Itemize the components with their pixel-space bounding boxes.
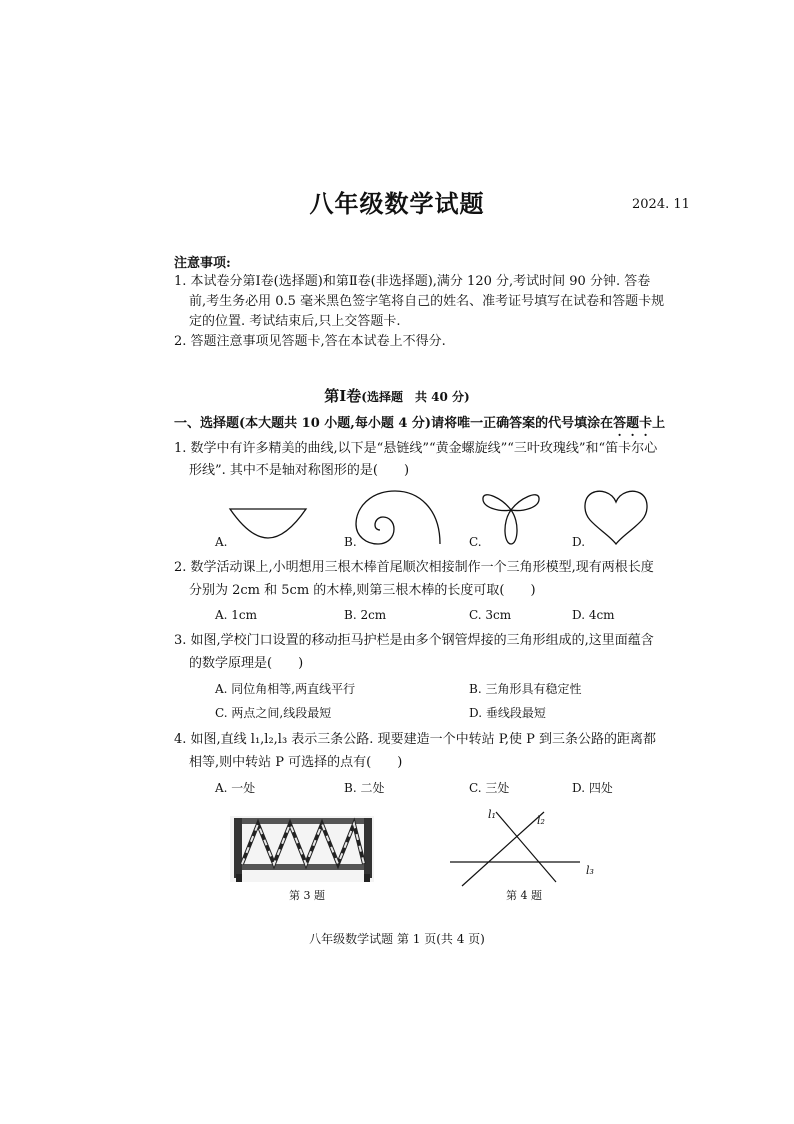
q2-line1: 2. 数学活动课上,小明想用三根木棒首尾顺次相接制作一个三角形模型,现有两根长度: [174, 560, 654, 575]
notes-item2: 2. 答题注意事项见答题卡,答在本试卷上不得分.: [174, 334, 446, 349]
q4-line2: 相等,则中转站 P 可选择的点有( ): [189, 755, 403, 770]
three-leaf-rose-figure: [480, 488, 542, 546]
notes-item1-line2: 前,考生务必用 0.5 毫米黑色签字笔将自己的姓名、准考证号填写在试卷和答题卡规: [189, 294, 665, 309]
q3-option-b[interactable]: B. 三角形具有稳定性: [469, 682, 582, 696]
q4-option-b[interactable]: B. 二处: [344, 781, 385, 795]
emphasis-char: 题: [626, 416, 640, 431]
q1-option-b[interactable]: B.: [344, 535, 357, 549]
q1-line2: 形线”. 其中不是轴对称图形的是( ): [189, 463, 410, 478]
q3-line1: 3. 如图,学校门口设置的移动拒马护栏是由多个钢管焊接的三角形组成的,这里面蕴含: [174, 633, 654, 648]
cardioid-heart-figure: [582, 488, 650, 546]
q3-line2: 的数学原理是( ): [189, 656, 304, 671]
q4-option-a[interactable]: A. 一处: [215, 781, 256, 795]
notes-item1-line3: 定的位置. 考试结束后,只上交答题卡.: [189, 314, 401, 329]
line-l1-label: l₁: [488, 808, 496, 821]
notes-heading: 注意事项:: [174, 256, 231, 271]
q4-option-c[interactable]: C. 三处: [469, 781, 510, 795]
q1-option-d[interactable]: D.: [572, 535, 586, 549]
barrier-photo-figure: [228, 812, 376, 886]
catenary-curve-figure: [228, 505, 308, 541]
emphasis-char: 卡: [639, 416, 653, 431]
three-lines-figure: [448, 808, 598, 888]
part1-instruction: [174, 414, 665, 433]
q2-option-d[interactable]: D. 4cm: [572, 608, 615, 622]
q2-option-b[interactable]: B. 2cm: [344, 608, 387, 622]
section-subtitle: (选择题 共 40 分): [361, 390, 470, 404]
q2-option-a[interactable]: A. 1cm: [215, 608, 258, 622]
fig3-caption: 第 3 题: [289, 889, 325, 902]
q1-line1: 1. 数学中有许多精美的曲线,以下是“悬链线”“黄金螺旋线”“三叶玫瑰线”和“笛卡尔心: [174, 441, 658, 456]
section-title: [0, 385, 794, 406]
emphasis-char: 答: [613, 416, 627, 431]
q3-option-d[interactable]: D. 垂线段最短: [469, 706, 546, 720]
exam-date: 2024. 11: [632, 197, 690, 212]
q2-line2: 分别为 2cm 和 5cm 的木棒,则第三根木棒的长度可取( ): [189, 583, 536, 598]
q1-option-c[interactable]: C.: [469, 535, 482, 549]
line-l3-label: l₃: [586, 864, 594, 877]
instruction-text-end: 上: [652, 416, 666, 431]
q1-option-a[interactable]: A.: [215, 535, 228, 549]
section-title-main: 第Ⅰ卷: [324, 387, 362, 405]
q3-option-c[interactable]: C. 两点之间,线段最短: [215, 706, 332, 720]
q4-line1: 4. 如图,直线 l₁,l₂,l₃ 表示三条公路. 现要建造一个中转站 P,使 P 到三条公路的距离都: [174, 732, 656, 747]
q4-option-d[interactable]: D. 四处: [572, 781, 613, 795]
page-footer: 八年级数学试题 第 1 页(共 4 页): [309, 932, 485, 946]
instruction-text: 一、选择题(本大题共 10 小题,每小题 4 分)请将唯一正确答案的代号填涂在: [174, 416, 614, 431]
q2-option-c[interactable]: C. 3cm: [469, 608, 512, 622]
line-l2-label: l₂: [537, 814, 545, 827]
golden-spiral-figure: [350, 488, 442, 548]
notes-item1-line1: 1. 本试卷分第Ⅰ卷(选择题)和第Ⅱ卷(非选择题),满分 120 分,考试时间 90 分钟. 答卷: [174, 274, 651, 289]
exam-title: 八年级数学试题: [309, 189, 485, 218]
fig4-caption: 第 4 题: [506, 889, 542, 902]
q3-option-a[interactable]: A. 同位角相等,两直线平行: [215, 682, 356, 696]
